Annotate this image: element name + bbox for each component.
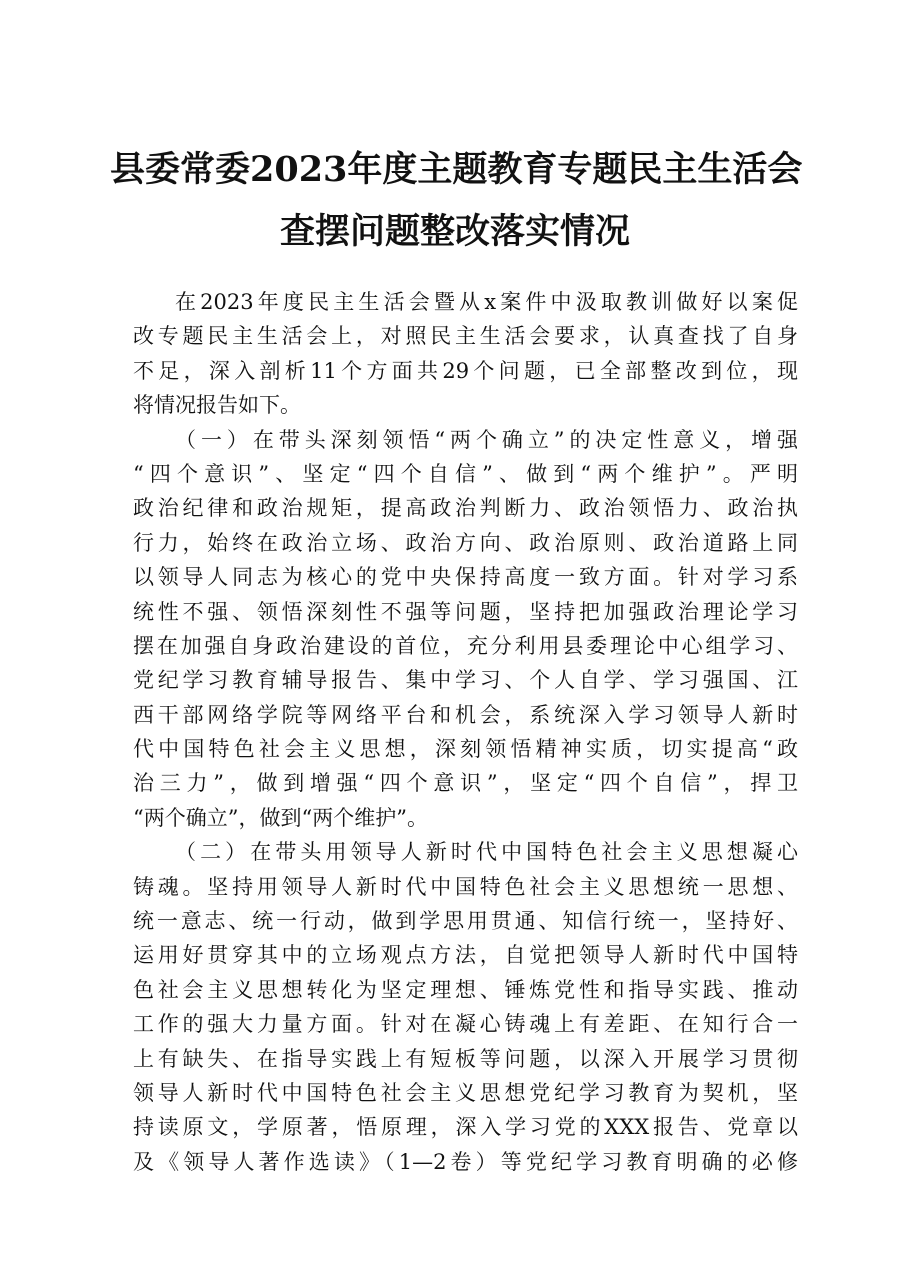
title-line-1: 县委常委2023年度主题教育专题民主生活会 (110, 149, 803, 190)
document-title (110, 140, 803, 262)
text-line: 色社会主义思想转化为坚定理想、锤炼党性和指导实践、推动 (133, 977, 798, 1002)
text-line: 上有缺失、在指导实践上有短板等问题，以深入开展学习贯彻 (133, 1046, 798, 1071)
text-line: 治三力”，做到增强“四个意识”，坚定“四个自信”，捍卫 (133, 771, 798, 796)
text-line: 摆在加强自身政治建设的首位，充分利用县委理论中心组学习、 (133, 633, 798, 658)
text-line: 及《领导人著作选读》（1—2卷）等党纪学习教育明确的必修 (133, 1149, 798, 1174)
text-line: 铸魂。坚持用领导人新时代中国特色社会主义思想统一思想、 (133, 874, 798, 899)
text-line: 不足，深入剖析11个方面共29个问题，已全部整改到位，现 (133, 358, 798, 383)
title-line-2: 查摆问题整改落实情况 (279, 211, 630, 252)
text-line: 运用好贯穿其中的立场观点方法，自觉把领导人新时代中国特 (133, 943, 798, 968)
document-body (133, 285, 798, 1179)
text-line: 统性不强、领悟深刻性不强等问题，坚持把加强政治理论学习 (133, 599, 798, 624)
text-line: 改专题民主生活会上，对照民主生活会要求，认真查找了自身 (133, 324, 798, 349)
text-line: 代中国特色社会主义思想，深刻领悟精神实质，切实提高“政 (133, 737, 798, 762)
text-line: 西干部网络学院等网络平台和机会，系统深入学习领导人新时 (133, 702, 798, 727)
text-line: 持读原文，学原著，悟原理，深入学习党的XXX报告、党章以 (133, 1115, 798, 1140)
text-line: 行力，始终在政治立场、政治方向、政治原则、政治道路上同 (133, 530, 798, 555)
text-line: （一）在带头深刻领悟“两个确立”的决定性意义，增强 (175, 427, 798, 452)
text-line: 在2023年度民主生活会暨从x案件中汲取教训做好以案促 (175, 290, 798, 314)
paragraph-section-1 (133, 423, 798, 836)
text-line: （二）在带头用领导人新时代中国特色社会主义思想凝心 (175, 840, 798, 865)
text-line: 统一意志、统一行动，做到学思用贯通、知信行统一，坚持好、 (133, 909, 798, 934)
text-line: “四个意识”、坚定“四个自信”、做到“两个维护”。严明 (133, 461, 798, 486)
text-line: 党纪学习教育辅导报告、集中学习、个人自学、学习强国、江 (133, 668, 798, 693)
paragraph-intro (133, 285, 798, 423)
text-line: 工作的强大力量方面。针对在凝心铸魂上有差距、在知行合一 (133, 1012, 798, 1037)
paragraph-section-2 (133, 835, 798, 1179)
text-line: 政治纪律和政治规矩，提高政治判断力、政治领悟力、政治执 (133, 496, 798, 521)
text-line: 领导人新时代中国特色社会主义思想党纪学习教育为契机，坚 (133, 1080, 798, 1105)
text-line: “两个确立”，做到“两个维护”。 (133, 805, 428, 830)
text-line: 以领导人同志为核心的党中央保持高度一致方面。针对学习系 (133, 565, 798, 590)
text-line: 将情况报告如下。 (133, 393, 301, 418)
